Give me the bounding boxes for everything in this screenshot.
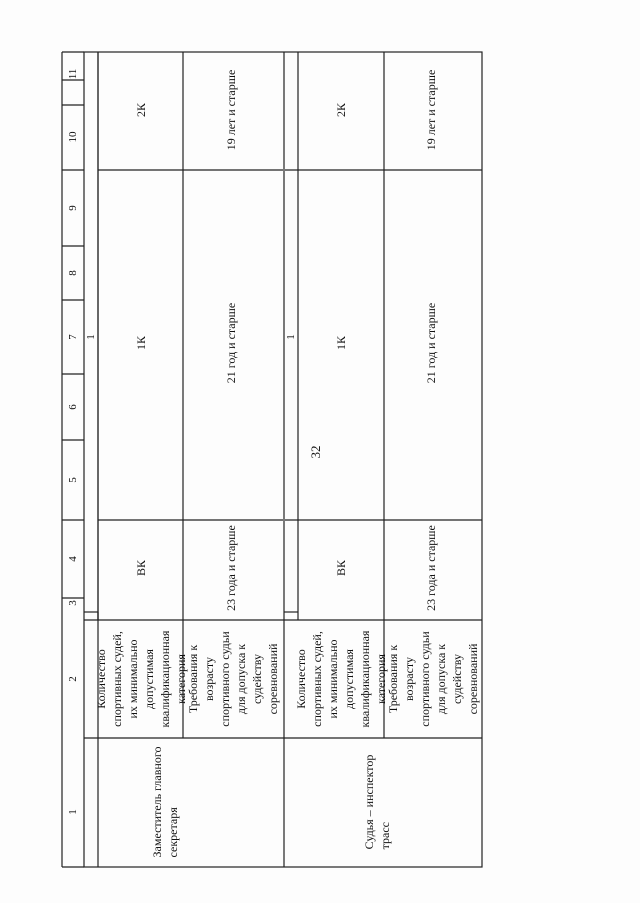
table-grid [62,52,482,867]
